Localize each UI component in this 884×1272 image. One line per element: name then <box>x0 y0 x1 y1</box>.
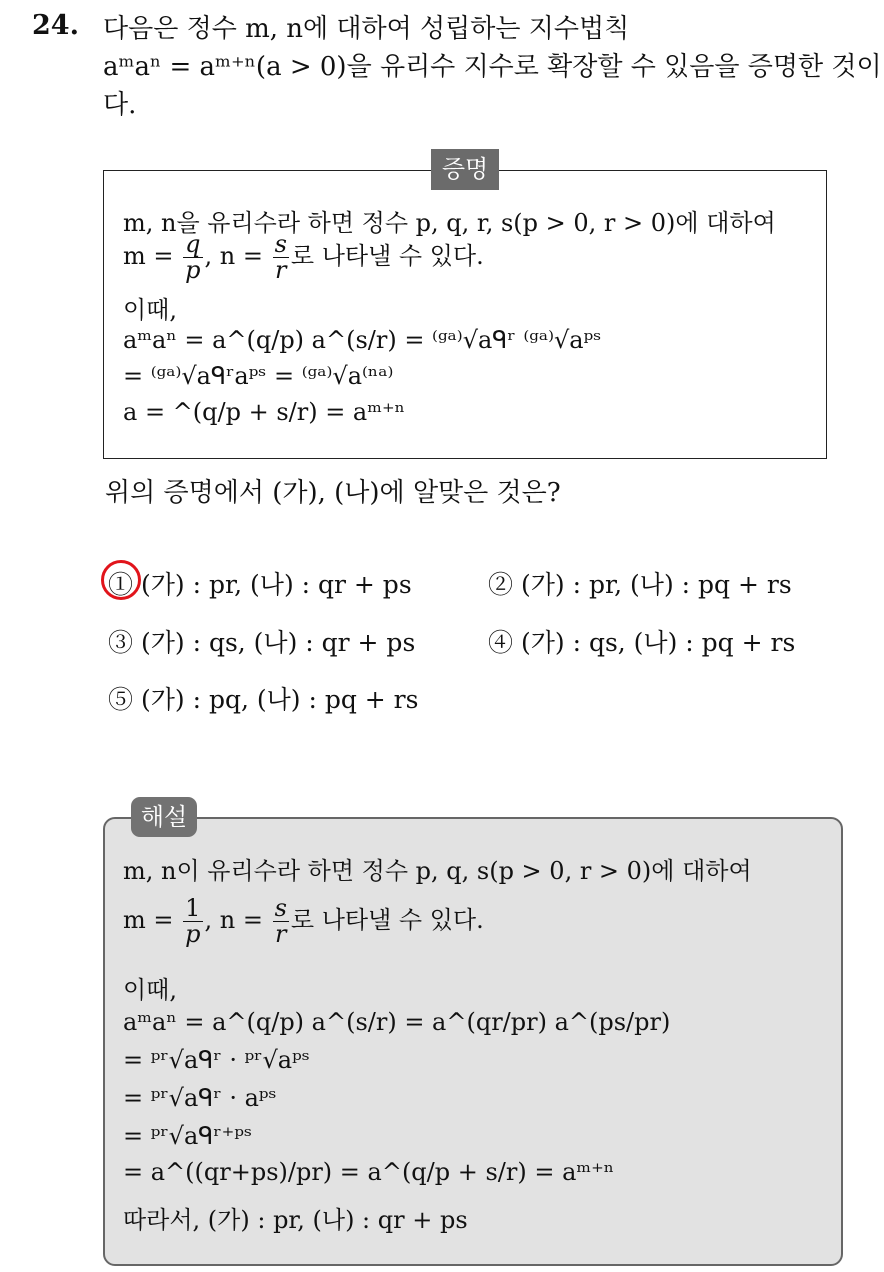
question-number: 24. <box>32 10 79 41</box>
choice-2-marker: ② <box>488 570 514 599</box>
solution-fraction-n <box>273 896 289 947</box>
proof-line-1: m, n을 유리수라 하면 정수 p, q, r, s(p > 0, r > 0)에 대하여 <box>123 209 776 237</box>
choice-2[interactable] <box>488 565 792 601</box>
stem-line-3: 다. <box>103 90 137 120</box>
proof-frac-m-num: q <box>185 230 201 258</box>
solution-line-2-suffix: 로 나타낼 수 있다. <box>290 906 484 935</box>
question-stem <box>103 10 882 124</box>
solution-line-1: m, n이 유리수라 하면 정수 p, q, s(p > 0, r > 0)에 대하여 <box>123 857 752 885</box>
proof-line-2 <box>123 232 484 283</box>
choice-5[interactable] <box>108 680 418 716</box>
solution-n-equals: , n = <box>204 906 271 935</box>
solution-line-3: 이때, <box>123 976 177 1004</box>
choice-1-marker: ① <box>108 570 134 599</box>
solution-line-4: aᵐaⁿ = a^(q/p) a^(s/r) = a^(qr/pr) a^(ps/pr) <box>123 1008 671 1036</box>
proof-line-6: a = ^(q/p + s/r) = aᵐ⁺ⁿ <box>123 398 406 426</box>
choice-5-marker: ⑤ <box>108 685 134 714</box>
proof-m-equals: m = <box>123 242 182 271</box>
solution-line-8: = a^((qr+ps)/pr) = a^(q/p + s/r) = aᵐ⁺ⁿ <box>123 1158 615 1186</box>
choice-1-text: (가) : pr, (나) : qr + ps <box>140 570 412 599</box>
proof-line-3: 이때, <box>123 296 177 324</box>
stem-line-1: 다음은 정수 m, n에 대하여 성립하는 지수법칙 <box>103 14 630 44</box>
proof-frac-n-num: s <box>274 230 287 258</box>
solution-line-9: 따라서, (가) : pr, (나) : qr + ps <box>123 1206 468 1234</box>
choice-1[interactable] <box>108 565 412 601</box>
solution-line-2 <box>123 896 484 947</box>
question-prompt: 위의 증명에서 (가), (나)에 알맞은 것은? <box>105 478 561 508</box>
solution-frac-m-den: p <box>185 920 201 949</box>
proof-line-5: = ⁽ᵍᵃ⁾√aᑫʳaᵖˢ = ⁽ᵍᵃ⁾√a⁽ⁿᵃ⁾ <box>123 362 394 390</box>
choice-3[interactable] <box>108 623 415 659</box>
proof-line-2-suffix: 로 나타낼 수 있다. <box>290 242 484 271</box>
choice-4-text: (가) : qs, (나) : pq + rs <box>520 628 796 657</box>
solution-line-6: = ᵖʳ√aᑫʳ · aᵖˢ <box>123 1084 277 1112</box>
choice-3-marker: ③ <box>108 628 134 657</box>
proof-fraction-m <box>183 232 202 283</box>
solution-m-equals: m = <box>123 906 182 935</box>
proof-label: 증명 <box>431 149 499 190</box>
solution-frac-m-num: 1 <box>183 896 202 922</box>
solution-line-5: = ᵖʳ√aᑫʳ · ᵖʳ√aᵖˢ <box>123 1046 310 1074</box>
solution-frac-n-den: r <box>275 920 287 949</box>
proof-n-equals: , n = <box>204 242 271 271</box>
proof-fraction-n <box>273 232 289 283</box>
choice-3-text: (가) : qs, (나) : qr + ps <box>140 628 416 657</box>
choice-5-text: (가) : pq, (나) : pq + rs <box>140 685 419 714</box>
choice-4-marker: ④ <box>488 628 514 657</box>
stem-line-2: aᵐaⁿ = aᵐ⁺ⁿ(a > 0)을 유리수 지수로 확장할 수 있음을 증명한 것이 <box>103 52 882 82</box>
proof-frac-n-den: r <box>275 256 287 285</box>
proof-line-4: aᵐaⁿ = a^(q/p) a^(s/r) = ⁽ᵍᵃ⁾√aᑫʳ ⁽ᵍᵃ⁾√aᵖˢ <box>123 326 602 354</box>
solution-frac-n-num: s <box>274 894 287 922</box>
solution-label: 해설 <box>131 797 197 837</box>
choice-2-text: (가) : pr, (나) : pq + rs <box>520 570 792 599</box>
proof-frac-m-den: p <box>185 256 201 285</box>
choice-4[interactable] <box>488 623 795 659</box>
solution-fraction-m <box>183 896 202 947</box>
solution-line-7: = ᵖʳ√aᑫʳ⁺ᵖˢ <box>123 1122 253 1150</box>
